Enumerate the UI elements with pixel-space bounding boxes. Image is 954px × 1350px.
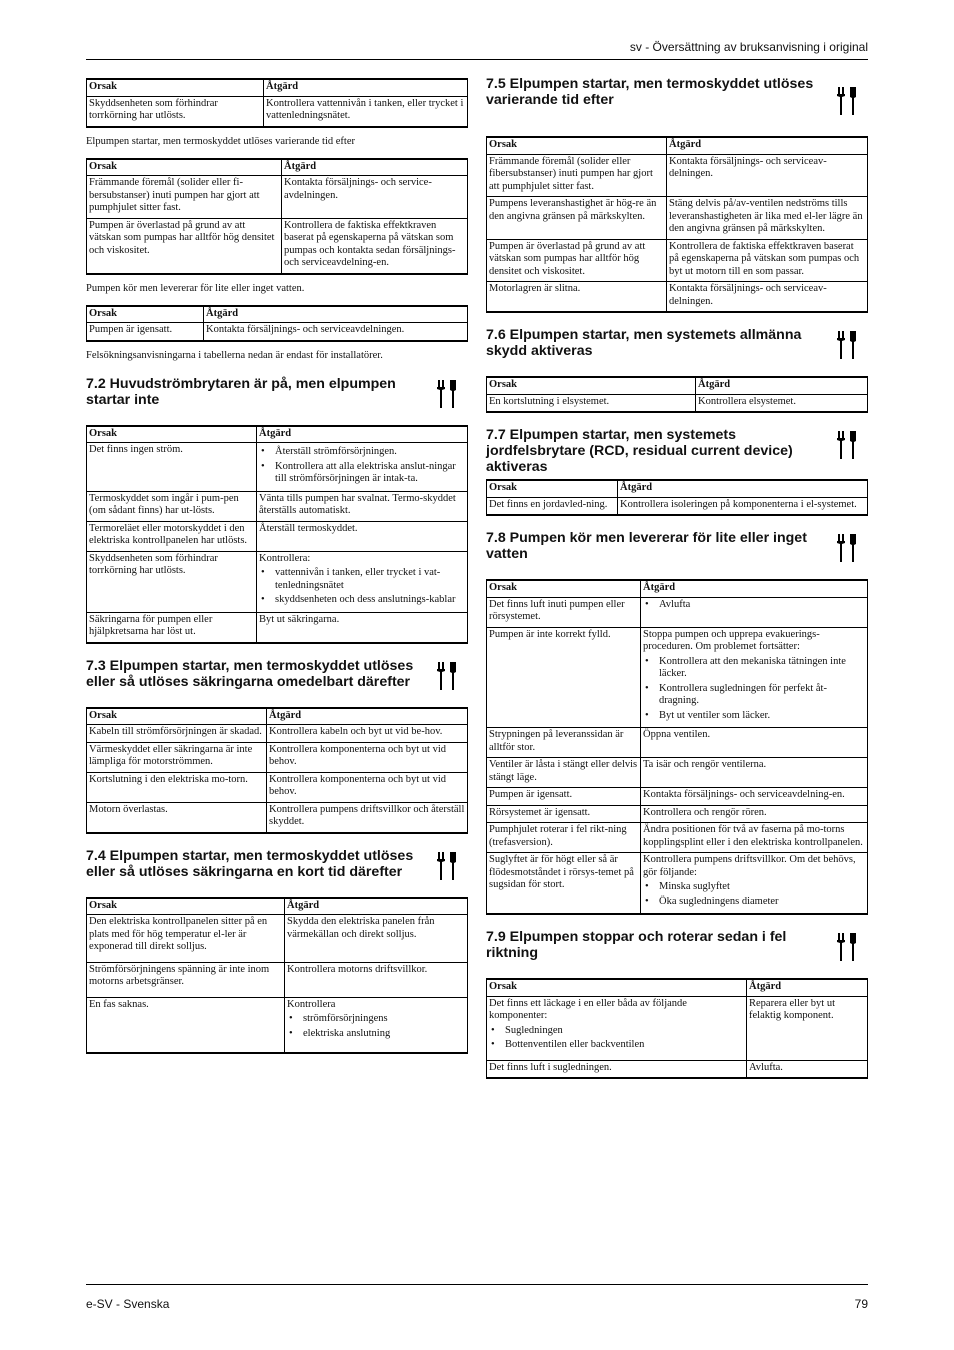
section-7-7-heading (486, 427, 868, 475)
table-row: Pumpen är inte korrekt fylld. Stoppa pumpen och upprepa evakuerings-proceduren. Om problemet fortsätter: • Kontrollera att den mekaniska tätningen inte läcker. • Kontrollera sugledningen för perfekt åt-dragning. • Byt ut ventiler som läcker. (487, 627, 868, 728)
table-7-2: Orsak Åtgärd Det finns ingen ström. • Återställ strömförsörjningen. • Kontrollera att alla elektriska anslut-ningar till strömförsörjningen är intak-ta. Termoskyddet som ingår i pum-pen (om sådant finns) har ut-lösts. Vänta tills pumpen har svalnat. Termo-skyddet återställs automatiskt. Termoreläet eller motorskyddet i den elektriska kontrollpanelen har utlösts. Återställ termoskyddet. Skyddsenheten som förhindrar torrkörning har utlösts. Kontrollera: • vattennivån i tanken, eller trycket i vat-tenledningsnätet • skyddsenheten och dess anslutnings-kablar Säkringarna för pumpen eller hjälpkretsarna har löst ut. Byt ut säkringarna. (86, 425, 468, 644)
table-dry-run (86, 78, 468, 128)
table-row: Pumpens leveranshastighet är hög-re än den angivna gränsen på märkskylten. Stäng delvis på/av-ventilen nedströms tills leveranshastigheten är lika med el-ler lägre än den angivna gränsen på märkskylten. (487, 197, 868, 240)
table-7-6: Orsak Åtgärd En kortslutning i elsystemet. Kontrollera elsystemet. (486, 376, 868, 413)
section-title: 7.7 Elpumpen startar, men systemets jordfelsbrytare (RCD, residual current device) aktiveras (486, 427, 793, 475)
page-number: 79 (854, 1297, 868, 1311)
section-7-9-heading (486, 929, 868, 962)
section-7-3-heading (86, 658, 468, 691)
wrench-screwdriver-icon (834, 86, 860, 116)
running-header: sv - Översättning av bruksanvisning i original (629, 40, 868, 54)
table-row: Skyddsenheten som förhindrar torrkörning har utlösts. Kontrollera: • vattennivån i tanken, eller trycket i vat-tenledningsnätet • skyddsenheten och dess anslutnings-kablar (87, 551, 468, 612)
section-7-8-heading (486, 530, 868, 563)
section-title: 7.6 Elpumpen startar, men systemets allmänna skydd aktiveras (486, 327, 802, 359)
section-7-2-heading (86, 376, 468, 409)
section-7-6-heading (486, 327, 868, 360)
table-7-3: Orsak Åtgärd Kabeln till strömförsörjningen är skadad. Kontrollera kabeln och byt ut vid be-hov. Värmeskyddet eller säkringarna är inte lämpliga för motorströmmen. Kontrollera komponenterna och byt ut vid behov. Kortslutning i den elektriska mo-torn. Kontrollera komponenterna och byt ut vid behov. Motorn överlastas. Kontrollera pumpens driftsvillkor och återställ skyddet. (86, 707, 468, 834)
table-row: Termoskyddet som ingår i pum-pen (om sådant finns) har ut-lösts. Vänta tills pumpen har svalnat. Termo-skyddet återställs automatiskt. (87, 491, 468, 521)
section-title: 7.5 Elpumpen startar, men termoskyddet utlöses varierande tid efter (486, 76, 814, 108)
footer-rule (86, 1284, 868, 1285)
wrench-screwdriver-icon (834, 932, 860, 962)
table-7-5: Orsak Åtgärd Främmande föremål (solider eller fibersubstanser) inuti pumpen har gjort att pumphjulet sitter fast. Kontakta försäljnings- och serviceav-delningen. Pumpens leveranshastighet är hög-re än den angivna gränsen på märkskylten. Stäng delvis på/av-ventilen nedströms tills leveranshastigheten är lika med el-ler lägre än den angivna gränsen på märkskylten. Pumpen är överlastad på grund av att vätskan som pumpas har alltför hög densitet och viskositet. Kontrollera de faktiska effektkraven baserat på egenskaperna på vätskan som pumpas och byt ut motorn till en som passar. Motorlagren är slitna. Kontakta försäljnings- och serviceav-delningen. (486, 136, 868, 313)
left-column (86, 78, 468, 1054)
section-title: 7.4 Elpumpen startar, men termoskyddet utlöses eller så utlöses säkringarna en kort tid därefter (86, 847, 414, 880)
wrench-screwdriver-icon (434, 661, 460, 691)
table-row: Pumpen är överlastad på grund av att vätskan som pumpas har alltför hög densitet och viskositet. Kontrollera de faktiska effektkraven baserat på egenskaperna på vätskan som pumpas och byt ut motorn till en som passar. (487, 239, 868, 282)
table-row: Pumphjulet roterar i fel rikt-ning (trefasversion). Ändra positionen för två av faserna på mo-torns kopplingsplint eller i den elektriska kontrollpanelen. (487, 823, 868, 853)
table-row: Säkringarna för pumpen eller hjälpkretsarna har löst ut. Byt ut säkringarna. (87, 612, 468, 643)
table-row: Det finns en jordavled-ning. Kontrollera isoleringen på komponenterna i el-systemet. (487, 497, 868, 515)
table-row: Det finns luft i sugledningen. Avlufta. (487, 1060, 868, 1078)
table-row: Det finns luft inuti pumpen eller rörsystemet. • Avlufta (487, 597, 868, 627)
table-row: Pumpen är överlastad på grund av att vätskan som pumpas har alltför hög densitet och viskositet. Kontrollera de faktiska effektkraven baserat på egenskaperna på vätskan som pumpas och kontakta sedan försäljnings- och serviceavdelning-en. (87, 218, 468, 274)
table-row: Strömförsörjningens spänning är inte inom motorns arbetsgränser. Kontrollera motorns driftsvillkor. (87, 962, 468, 997)
wrench-screwdriver-icon (834, 430, 860, 460)
table-thermal-trip: Orsak Åtgärd Främmande föremål (solider eller fi-bersubstanser) inuti pumpen har gjort att pumphjulet sitter fast. Kontakta försäljnings- och service-avdelningen. Pumpen är överlastad på grund av att vätskan som pumpas har alltför hög densitet och viskositet. Kontrollera de faktiska effektkraven baserat på egenskaperna på vätskan som pumpas och kontakta sedan försäljnings- och serviceavdelning-en. (86, 158, 468, 275)
table-low-flow: Orsak Åtgärd Pumpen är igensatt. Kontakta försäljnings- och serviceavdelningen. (86, 305, 468, 342)
table-row: Rörsystemet är igensatt. Kontrollera och rengör rören. (487, 805, 868, 823)
table-caption: Pumpen kör men levererar för lite eller inget vatten. (86, 282, 305, 294)
section-title: 7.9 Elpumpen stoppar och roterar sedan i fel riktning (486, 929, 787, 961)
section-7-4-heading (86, 848, 468, 881)
table-7-8: Orsak Åtgärd Det finns luft inuti pumpen eller rörsystemet. • Avlufta Pumpen är inte korrekt fylld. Stoppa pumpen och upprepa evakuerings-proceduren. Om problemet fortsätter: • Kontrollera att den mekaniska tätningen inte läcker. • Kontrollera sugledningen för perfekt åt-dragning. • Byt ut ventiler som läcker. Strypningen på leveranssidan är alltför stor. Öppna ventilen. Ventiler är låsta i stängt eller delvis stängt läge. Ta isär och rengör ventilerna. Pumpen är igensatt. Kontakta försäljnings- och serviceavdelning-en. Rörsystemet är igensatt. Kontrollera och rengör rören. Pumphjulet roterar i fel rikt-ning (trefasversion). Ändra positionen för två av faserna på mo-torns kopplingsplint eller i den elektriska kontrollpanelen. Suglyftet är för högt eller så är flödesmotståndet i rörsys-temet på sugsidan för stort. Kontrollera pumpens driftsvillkor. Om det behövs, gör följande: • Minska suglyftet • Öka sugledningens diameter (486, 579, 868, 915)
table-row: En kortslutning i elsystemet. Kontrollera elsystemet. (487, 394, 868, 412)
table-caption: Elpumpen startar, men termoskyddet utlöses varierande tid efter (86, 135, 355, 147)
table-row: Den elektriska kontrollpanelen sitter på en plats med för hög temperatur el-ler är exponerad till direkt solljus. Skydda den elektriska panelen från värmekällan och direkt solljus. (87, 915, 468, 963)
header-rule (86, 59, 868, 60)
table-row: Termoreläet eller motorskyddet i den elektriska kontrollpanelen har utlösts. Återställ termoskyddet. (87, 521, 468, 551)
table-7-4: Orsak Åtgärd Den elektriska kontrollpanelen sitter på en plats med för hög temperatur el-ler är exponerad till direkt solljus. Skydda den elektriska panelen från värmekällan och direkt solljus. Strömförsörjningens spänning är inte inom motorns arbetsgränser. Kontrollera motorns driftsvillkor. En fas saknas. Kontrollera • strömförsörjningens • elektriska anslutning (86, 897, 468, 1055)
col-header-cause: Orsak (87, 79, 264, 96)
installer-note: Felsökningsanvisningarna i tabellerna nedan är endast för installatörer. (86, 349, 383, 361)
table-7-9: Orsak Åtgärd Det finns ett läckage i en eller båda av följande komponenter: • Sugledningen • Bottenventilen eller backventilen Reparera eller byt ut felaktig komponent. Det finns luft i sugledningen. Avlufta. (486, 978, 868, 1079)
table-row: En fas saknas. Kontrollera • strömförsörjningens • elektriska anslutning (87, 997, 468, 1053)
table-row: Främmande föremål (solider eller fi-bersubstanser) inuti pumpen har gjort att pumphjulet sitter fast. Kontakta försäljnings- och service-avdelningen. (87, 176, 468, 219)
wrench-screwdriver-icon (834, 533, 860, 563)
table-row: Ventiler är låsta i stängt eller delvis stängt läge. Ta isär och rengör ventilerna. (487, 758, 868, 788)
table-row: Kabeln till strömförsörjningen är skadad. Kontrollera kabeln och byt ut vid be-hov. (87, 725, 468, 743)
footer-doc-language: e-SV - Svenska (86, 1297, 170, 1311)
table-row: Suglyftet är för högt eller så är flödesmotståndet i rörsys-temet på sugsidan för stort. Kontrollera pumpens driftsvillkor. Om det behövs, gör följande: • Minska suglyftet • Öka sugledningens diameter (487, 853, 868, 915)
wrench-screwdriver-icon (434, 379, 460, 409)
table-7-7: Orsak Åtgärd Det finns en jordavled-ning. Kontrollera isoleringen på komponenterna i el-systemet. (486, 479, 868, 516)
table-row: Kortslutning i den elektriska mo-torn. Kontrollera komponenterna och byt ut vid behov. (87, 772, 468, 802)
table-row: Motorlagren är slitna. Kontakta försäljnings- och serviceav-delningen. (487, 282, 868, 313)
section-title: 7.3 Elpumpen startar, men termoskyddet utlöses eller så utlöses säkringarna omedelbart därefter (86, 657, 414, 690)
col-header-action: Åtgärd (264, 79, 468, 96)
table-row: Pumpen är igensatt. Kontakta försäljnings- och serviceavdelning-en. (487, 788, 868, 806)
table-row: Skyddsenheten som förhindrar torrkörning har utlösts. Kontrollera vattennivån i tanken, eller trycket i vattenledningsnätet. (87, 96, 468, 127)
table-row: Det finns ingen ström. • Återställ strömförsörjningen. • Kontrollera att alla elektriska anslut-ningar till strömförsörjningen är intak-ta. (87, 443, 468, 492)
section-7-5-heading (486, 76, 868, 116)
table-row: Pumpen är igensatt. Kontakta försäljnings- och serviceavdelningen. (87, 323, 468, 341)
table-row: Det finns ett läckage i en eller båda av följande komponenter: • Sugledningen • Bottenventilen eller backventilen Reparera eller byt ut felaktig komponent. (487, 996, 868, 1060)
section-title: 7.8 Pumpen kör men levererar för lite eller inget vatten (486, 530, 807, 562)
table-row: Främmande föremål (solider eller fibersubstanser) inuti pumpen har gjort att pumphjulet sitter fast. Kontakta försäljnings- och serviceav-delningen. (487, 154, 868, 197)
table-row: Motorn överlastas. Kontrollera pumpens driftsvillkor och återställ skyddet. (87, 802, 468, 833)
right-column (486, 64, 868, 1079)
wrench-screwdriver-icon (834, 330, 860, 360)
section-title: 7.2 Huvudströmbrytaren är på, men elpumpen startar inte (86, 375, 396, 408)
table-row: Strypningen på leveranssidan är alltför stor. Öppna ventilen. (487, 728, 868, 758)
table-row: Värmeskyddet eller säkringarna är inte lämpliga för motorströmmen. Kontrollera komponenterna och byt ut vid behov. (87, 742, 468, 772)
wrench-screwdriver-icon (434, 851, 460, 881)
